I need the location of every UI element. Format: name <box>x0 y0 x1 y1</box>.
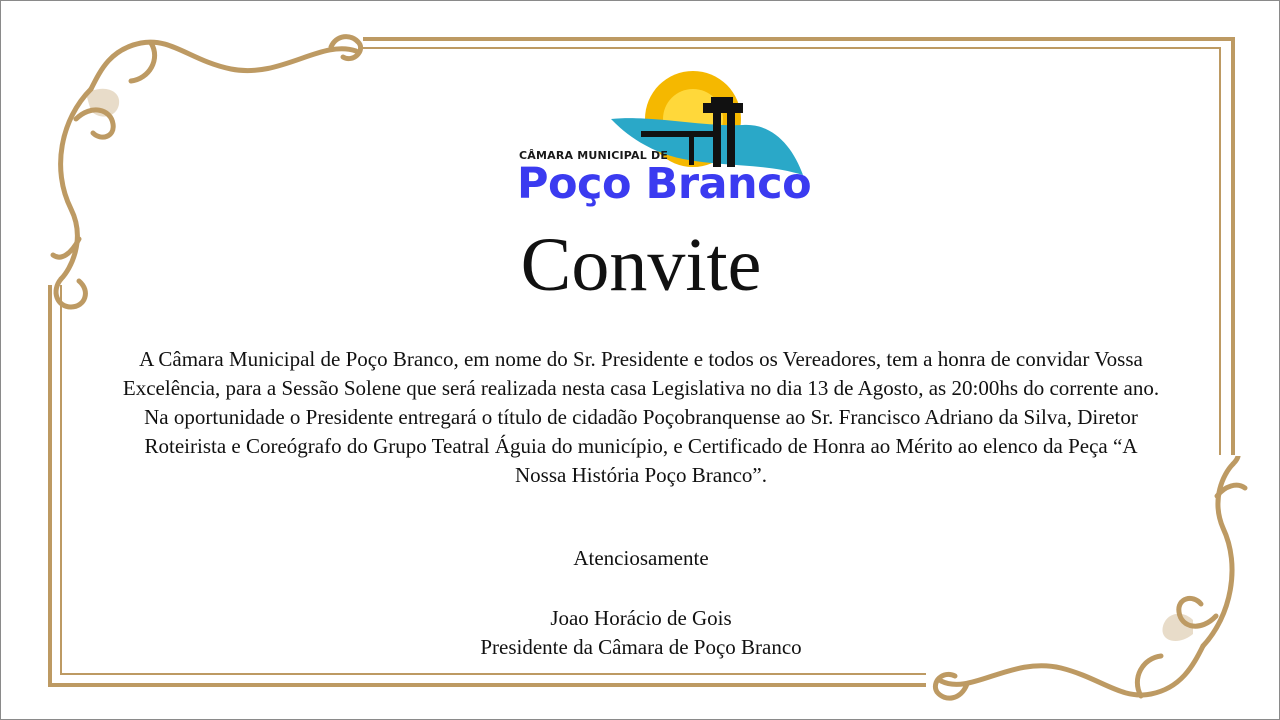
closing-text: Atenciosamente <box>573 546 709 570</box>
frame-top-inner <box>363 47 1221 49</box>
corner-ornament-bottom-right <box>931 456 1271 716</box>
signature-block <box>1 604 1280 662</box>
frame-top-outer <box>363 37 1235 41</box>
invitation-title: Convite <box>520 223 762 307</box>
paragraph-award: Na oportunidade o Presidente entregará o título de cidadão Poçobranquense ao Sr. Francisco Adriano da Silva, Diretor Roteirista e Coreógrafo do Grupo Teatral Águia do município, e Certificado de Honra ao Mérito ao elenco da Peça “A Nossa História Poço Branco”. <box>144 405 1138 487</box>
paragraph-invite: A Câmara Municipal de Poço Branco, em nome do Sr. Presidente e todos os Vereadores, tem a honra de convidar Vossa Excelência, para a Sessão Solene que será realizada nesta casa Legislativa no dia 13 de Agosto, as 20:00hs do corrente ano. <box>122 347 1160 400</box>
invitation-body <box>121 345 1161 490</box>
signer-role: Presidente da Câmara de Poço Branco <box>480 635 802 659</box>
logo-big-text: Poço Branco <box>517 159 812 209</box>
frame-bottom-inner <box>60 673 926 675</box>
logo-small-text: CÂMARA MUNICIPAL DE <box>519 149 669 162</box>
camara-logo <box>513 67 813 217</box>
frame-bottom-outer <box>48 683 926 687</box>
signer-name: Joao Horácio de Gois <box>550 606 732 630</box>
